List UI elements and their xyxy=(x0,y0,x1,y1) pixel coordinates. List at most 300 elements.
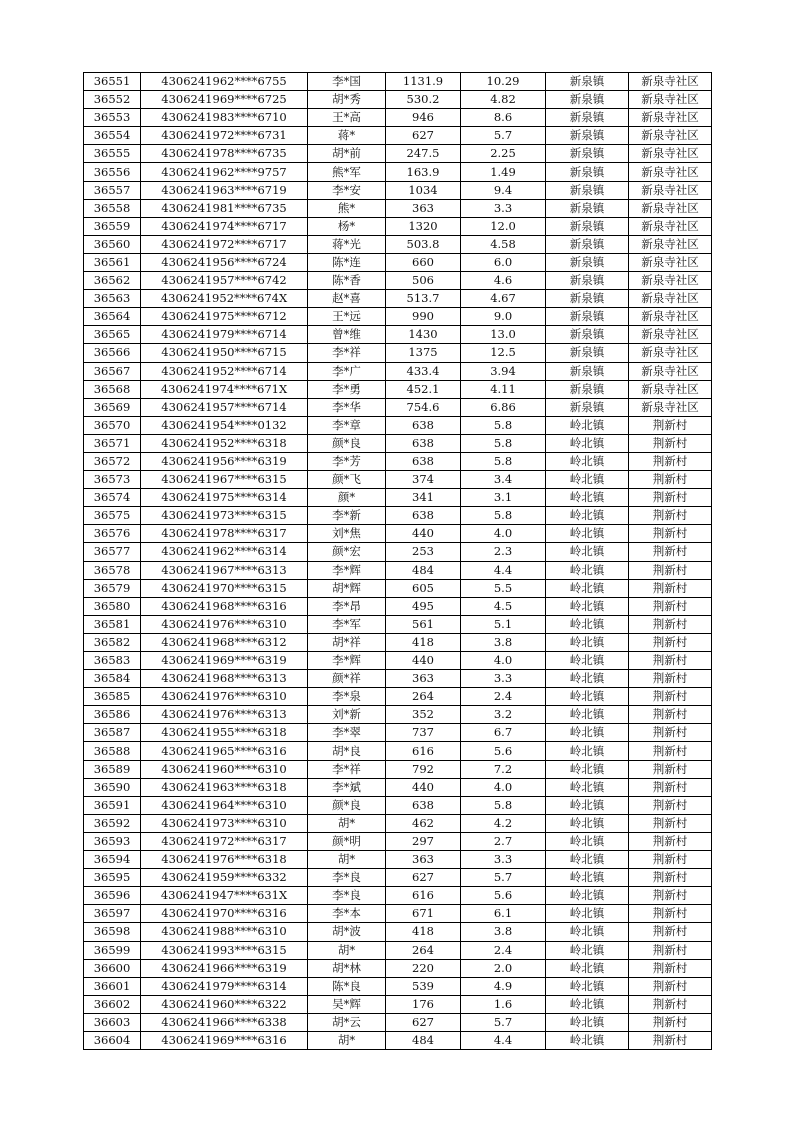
cell-id-number: 4306241952****6714 xyxy=(141,362,308,380)
cell-row-number: 36555 xyxy=(84,145,141,163)
cell-town: 岭北镇 xyxy=(546,489,629,507)
cell-person-name: 曾*维 xyxy=(308,326,386,344)
cell-person-name: 胡*林 xyxy=(308,959,386,977)
cell-person-name: 颜*良 xyxy=(308,434,386,452)
cell-community: 荆新村 xyxy=(629,742,712,760)
cell-person-name: 胡*祥 xyxy=(308,633,386,651)
cell-person-name: 李*广 xyxy=(308,362,386,380)
cell-amount: 247.5 xyxy=(386,145,461,163)
cell-person-name: 李*安 xyxy=(308,181,386,199)
cell-amount: 1320 xyxy=(386,217,461,235)
cell-town: 新泉镇 xyxy=(546,73,629,91)
cell-community: 荆新村 xyxy=(629,688,712,706)
table-row xyxy=(84,272,712,290)
cell-row-number: 36603 xyxy=(84,1013,141,1031)
cell-row-number: 36553 xyxy=(84,109,141,127)
cell-area: 10.29 xyxy=(461,73,546,91)
cell-amount: 484 xyxy=(386,561,461,579)
table-row xyxy=(84,941,712,959)
cell-person-name: 颜* xyxy=(308,489,386,507)
cell-amount: 990 xyxy=(386,308,461,326)
table-row xyxy=(84,199,712,217)
cell-area: 6.1 xyxy=(461,905,546,923)
table-row xyxy=(84,217,712,235)
cell-area: 5.8 xyxy=(461,416,546,434)
cell-id-number: 4306241963****6318 xyxy=(141,778,308,796)
cell-person-name: 刘*焦 xyxy=(308,525,386,543)
cell-town: 新泉镇 xyxy=(546,127,629,145)
cell-row-number: 36566 xyxy=(84,344,141,362)
cell-id-number: 4306241956****6724 xyxy=(141,253,308,271)
cell-id-number: 4306241970****6315 xyxy=(141,579,308,597)
cell-area: 5.7 xyxy=(461,1013,546,1031)
cell-person-name: 胡*良 xyxy=(308,742,386,760)
cell-id-number: 4306241959****6332 xyxy=(141,869,308,887)
cell-row-number: 36582 xyxy=(84,633,141,651)
cell-community: 荆新村 xyxy=(629,887,712,905)
cell-id-number: 4306241963****6719 xyxy=(141,181,308,199)
cell-area: 5.7 xyxy=(461,869,546,887)
cell-row-number: 36576 xyxy=(84,525,141,543)
cell-town: 岭北镇 xyxy=(546,525,629,543)
cell-community: 荆新村 xyxy=(629,923,712,941)
cell-area: 3.1 xyxy=(461,489,546,507)
table-row xyxy=(84,253,712,271)
table-row xyxy=(84,851,712,869)
table-row xyxy=(84,73,712,91)
cell-id-number: 4306241969****6725 xyxy=(141,91,308,109)
cell-amount: 297 xyxy=(386,832,461,850)
cell-town: 岭北镇 xyxy=(546,977,629,995)
cell-amount: 352 xyxy=(386,706,461,724)
cell-town: 新泉镇 xyxy=(546,199,629,217)
cell-id-number: 4306241974****671X xyxy=(141,380,308,398)
cell-amount: 418 xyxy=(386,923,461,941)
cell-person-name: 胡*波 xyxy=(308,923,386,941)
cell-amount: 638 xyxy=(386,434,461,452)
cell-amount: 539 xyxy=(386,977,461,995)
cell-area: 1.49 xyxy=(461,163,546,181)
cell-town: 岭北镇 xyxy=(546,670,629,688)
table-row xyxy=(84,543,712,561)
cell-town: 新泉镇 xyxy=(546,326,629,344)
cell-area: 5.6 xyxy=(461,887,546,905)
cell-town: 岭北镇 xyxy=(546,796,629,814)
cell-area: 5.8 xyxy=(461,434,546,452)
cell-person-name: 颜*明 xyxy=(308,832,386,850)
cell-id-number: 4306241957****6714 xyxy=(141,398,308,416)
cell-area: 3.3 xyxy=(461,670,546,688)
cell-row-number: 36574 xyxy=(84,489,141,507)
cell-id-number: 4306241983****6710 xyxy=(141,109,308,127)
cell-person-name: 陈*香 xyxy=(308,272,386,290)
cell-amount: 495 xyxy=(386,597,461,615)
cell-area: 5.8 xyxy=(461,452,546,470)
cell-town: 岭北镇 xyxy=(546,706,629,724)
cell-town: 岭北镇 xyxy=(546,995,629,1013)
cell-person-name: 胡* xyxy=(308,1031,386,1049)
cell-town: 新泉镇 xyxy=(546,398,629,416)
cell-id-number: 4306241976****6310 xyxy=(141,688,308,706)
cell-community: 新泉寺社区 xyxy=(629,217,712,235)
cell-town: 岭北镇 xyxy=(546,416,629,434)
cell-amount: 374 xyxy=(386,471,461,489)
cell-row-number: 36580 xyxy=(84,597,141,615)
cell-amount: 627 xyxy=(386,1013,461,1031)
cell-community: 荆新村 xyxy=(629,1013,712,1031)
cell-amount: 440 xyxy=(386,652,461,670)
cell-area: 5.8 xyxy=(461,507,546,525)
cell-town: 岭北镇 xyxy=(546,959,629,977)
table-row xyxy=(84,597,712,615)
cell-person-name: 王*远 xyxy=(308,308,386,326)
cell-community: 新泉寺社区 xyxy=(629,163,712,181)
cell-area: 4.9 xyxy=(461,977,546,995)
cell-id-number: 4306241972****6717 xyxy=(141,235,308,253)
cell-town: 岭北镇 xyxy=(546,760,629,778)
cell-town: 新泉镇 xyxy=(546,380,629,398)
cell-person-name: 李*昂 xyxy=(308,597,386,615)
cell-id-number: 4306241964****6310 xyxy=(141,796,308,814)
cell-area: 12.5 xyxy=(461,344,546,362)
cell-area: 3.94 xyxy=(461,362,546,380)
cell-row-number: 36579 xyxy=(84,579,141,597)
cell-person-name: 王*高 xyxy=(308,109,386,127)
table-row xyxy=(84,995,712,1013)
cell-row-number: 36573 xyxy=(84,471,141,489)
cell-id-number: 4306241952****674X xyxy=(141,290,308,308)
cell-community: 荆新村 xyxy=(629,995,712,1013)
cell-area: 5.7 xyxy=(461,127,546,145)
cell-amount: 754.6 xyxy=(386,398,461,416)
table-row xyxy=(84,380,712,398)
cell-community: 荆新村 xyxy=(629,434,712,452)
cell-area: 4.5 xyxy=(461,597,546,615)
cell-town: 岭北镇 xyxy=(546,688,629,706)
cell-area: 1.6 xyxy=(461,995,546,1013)
cell-row-number: 36596 xyxy=(84,887,141,905)
cell-town: 岭北镇 xyxy=(546,869,629,887)
cell-id-number: 4306241960****6310 xyxy=(141,760,308,778)
data-table xyxy=(83,72,712,1050)
cell-person-name: 李*本 xyxy=(308,905,386,923)
cell-id-number: 4306241975****6712 xyxy=(141,308,308,326)
cell-area: 4.67 xyxy=(461,290,546,308)
cell-community: 荆新村 xyxy=(629,851,712,869)
cell-town: 新泉镇 xyxy=(546,290,629,308)
table-row xyxy=(84,91,712,109)
cell-id-number: 4306241988****6310 xyxy=(141,923,308,941)
cell-person-name: 李*斌 xyxy=(308,778,386,796)
cell-town: 岭北镇 xyxy=(546,615,629,633)
table-row xyxy=(84,652,712,670)
cell-amount: 462 xyxy=(386,814,461,832)
cell-person-name: 李*芳 xyxy=(308,452,386,470)
cell-person-name: 刘*新 xyxy=(308,706,386,724)
cell-town: 岭北镇 xyxy=(546,579,629,597)
cell-community: 新泉寺社区 xyxy=(629,145,712,163)
cell-area: 3.3 xyxy=(461,851,546,869)
cell-row-number: 36568 xyxy=(84,380,141,398)
table-row xyxy=(84,633,712,651)
cell-row-number: 36564 xyxy=(84,308,141,326)
cell-town: 岭北镇 xyxy=(546,832,629,850)
cell-id-number: 4306241967****6315 xyxy=(141,471,308,489)
table-row xyxy=(84,742,712,760)
cell-town: 岭北镇 xyxy=(546,1013,629,1031)
cell-id-number: 4306241974****6717 xyxy=(141,217,308,235)
cell-id-number: 4306241967****6313 xyxy=(141,561,308,579)
cell-community: 荆新村 xyxy=(629,959,712,977)
cell-amount: 792 xyxy=(386,760,461,778)
cell-community: 荆新村 xyxy=(629,814,712,832)
table-row xyxy=(84,905,712,923)
cell-town: 岭北镇 xyxy=(546,905,629,923)
cell-row-number: 36563 xyxy=(84,290,141,308)
cell-id-number: 4306241968****6312 xyxy=(141,633,308,651)
cell-row-number: 36562 xyxy=(84,272,141,290)
cell-community: 新泉寺社区 xyxy=(629,199,712,217)
table-row xyxy=(84,235,712,253)
cell-community: 荆新村 xyxy=(629,706,712,724)
cell-row-number: 36572 xyxy=(84,452,141,470)
cell-row-number: 36604 xyxy=(84,1031,141,1049)
cell-row-number: 36551 xyxy=(84,73,141,91)
cell-row-number: 36575 xyxy=(84,507,141,525)
cell-id-number: 4306241962****6314 xyxy=(141,543,308,561)
cell-person-name: 颜*祥 xyxy=(308,670,386,688)
cell-person-name: 颜*宏 xyxy=(308,543,386,561)
cell-community: 新泉寺社区 xyxy=(629,272,712,290)
table-row xyxy=(84,977,712,995)
cell-area: 2.3 xyxy=(461,543,546,561)
table-row xyxy=(84,471,712,489)
cell-area: 4.0 xyxy=(461,525,546,543)
cell-row-number: 36552 xyxy=(84,91,141,109)
cell-amount: 737 xyxy=(386,724,461,742)
cell-id-number: 4306241972****6731 xyxy=(141,127,308,145)
cell-row-number: 36577 xyxy=(84,543,141,561)
cell-row-number: 36601 xyxy=(84,977,141,995)
cell-row-number: 36560 xyxy=(84,235,141,253)
cell-row-number: 36558 xyxy=(84,199,141,217)
cell-row-number: 36593 xyxy=(84,832,141,850)
cell-area: 2.7 xyxy=(461,832,546,850)
cell-community: 新泉寺社区 xyxy=(629,308,712,326)
cell-id-number: 4306241978****6317 xyxy=(141,525,308,543)
cell-id-number: 4306241962****9757 xyxy=(141,163,308,181)
cell-id-number: 4306241993****6315 xyxy=(141,941,308,959)
cell-town: 岭北镇 xyxy=(546,597,629,615)
cell-community: 新泉寺社区 xyxy=(629,181,712,199)
cell-person-name: 李*新 xyxy=(308,507,386,525)
table-row xyxy=(84,127,712,145)
cell-town: 岭北镇 xyxy=(546,434,629,452)
cell-id-number: 4306241955****6318 xyxy=(141,724,308,742)
cell-area: 3.4 xyxy=(461,471,546,489)
cell-row-number: 36556 xyxy=(84,163,141,181)
cell-town: 新泉镇 xyxy=(546,362,629,380)
cell-row-number: 36597 xyxy=(84,905,141,923)
cell-row-number: 36602 xyxy=(84,995,141,1013)
cell-person-name: 李*良 xyxy=(308,887,386,905)
cell-person-name: 陈*连 xyxy=(308,253,386,271)
cell-row-number: 36571 xyxy=(84,434,141,452)
table-row xyxy=(84,760,712,778)
table-row xyxy=(84,814,712,832)
cell-amount: 341 xyxy=(386,489,461,507)
table-row xyxy=(84,724,712,742)
cell-area: 9.0 xyxy=(461,308,546,326)
cell-amount: 176 xyxy=(386,995,461,1013)
cell-community: 新泉寺社区 xyxy=(629,344,712,362)
cell-town: 新泉镇 xyxy=(546,109,629,127)
cell-row-number: 36592 xyxy=(84,814,141,832)
cell-town: 岭北镇 xyxy=(546,851,629,869)
cell-amount: 1375 xyxy=(386,344,461,362)
cell-row-number: 36600 xyxy=(84,959,141,977)
cell-community: 新泉寺社区 xyxy=(629,235,712,253)
cell-town: 岭北镇 xyxy=(546,633,629,651)
cell-area: 4.58 xyxy=(461,235,546,253)
cell-town: 新泉镇 xyxy=(546,91,629,109)
cell-community: 新泉寺社区 xyxy=(629,91,712,109)
cell-id-number: 4306241969****6319 xyxy=(141,652,308,670)
cell-row-number: 36569 xyxy=(84,398,141,416)
cell-amount: 433.4 xyxy=(386,362,461,380)
cell-community: 荆新村 xyxy=(629,471,712,489)
cell-town: 岭北镇 xyxy=(546,742,629,760)
cell-town: 岭北镇 xyxy=(546,1031,629,1049)
cell-area: 9.4 xyxy=(461,181,546,199)
cell-amount: 605 xyxy=(386,579,461,597)
cell-row-number: 36565 xyxy=(84,326,141,344)
cell-person-name: 李*国 xyxy=(308,73,386,91)
cell-person-name: 颜*良 xyxy=(308,796,386,814)
cell-area: 4.0 xyxy=(461,652,546,670)
table-row xyxy=(84,434,712,452)
cell-community: 荆新村 xyxy=(629,869,712,887)
cell-id-number: 4306241970****6316 xyxy=(141,905,308,923)
cell-town: 新泉镇 xyxy=(546,163,629,181)
cell-id-number: 4306241976****6313 xyxy=(141,706,308,724)
cell-person-name: 蒋*光 xyxy=(308,235,386,253)
cell-id-number: 4306241973****6315 xyxy=(141,507,308,525)
cell-row-number: 36591 xyxy=(84,796,141,814)
cell-id-number: 4306241979****6314 xyxy=(141,977,308,995)
cell-amount: 1131.9 xyxy=(386,73,461,91)
cell-amount: 264 xyxy=(386,688,461,706)
cell-area: 5.6 xyxy=(461,742,546,760)
cell-town: 岭北镇 xyxy=(546,941,629,959)
cell-amount: 627 xyxy=(386,869,461,887)
cell-community: 新泉寺社区 xyxy=(629,73,712,91)
cell-row-number: 36587 xyxy=(84,724,141,742)
cell-area: 4.6 xyxy=(461,272,546,290)
cell-community: 荆新村 xyxy=(629,778,712,796)
cell-town: 岭北镇 xyxy=(546,887,629,905)
cell-id-number: 4306241976****6310 xyxy=(141,615,308,633)
cell-town: 新泉镇 xyxy=(546,308,629,326)
cell-row-number: 36559 xyxy=(84,217,141,235)
cell-amount: 1430 xyxy=(386,326,461,344)
cell-area: 12.0 xyxy=(461,217,546,235)
cell-id-number: 4306241952****6318 xyxy=(141,434,308,452)
table-row xyxy=(84,869,712,887)
cell-town: 新泉镇 xyxy=(546,181,629,199)
cell-community: 荆新村 xyxy=(629,561,712,579)
table-row xyxy=(84,398,712,416)
cell-community: 荆新村 xyxy=(629,724,712,742)
cell-row-number: 36581 xyxy=(84,615,141,633)
cell-community: 新泉寺社区 xyxy=(629,290,712,308)
cell-amount: 638 xyxy=(386,416,461,434)
cell-community: 新泉寺社区 xyxy=(629,398,712,416)
cell-area: 5.8 xyxy=(461,796,546,814)
cell-amount: 660 xyxy=(386,253,461,271)
cell-person-name: 李*军 xyxy=(308,615,386,633)
cell-community: 荆新村 xyxy=(629,452,712,470)
cell-community: 新泉寺社区 xyxy=(629,380,712,398)
cell-row-number: 36594 xyxy=(84,851,141,869)
cell-id-number: 4306241968****6316 xyxy=(141,597,308,615)
cell-person-name: 胡*秀 xyxy=(308,91,386,109)
table-row xyxy=(84,923,712,941)
table-row xyxy=(84,670,712,688)
cell-amount: 220 xyxy=(386,959,461,977)
cell-amount: 638 xyxy=(386,796,461,814)
cell-community: 荆新村 xyxy=(629,1031,712,1049)
cell-amount: 264 xyxy=(386,941,461,959)
cell-town: 岭北镇 xyxy=(546,561,629,579)
cell-id-number: 4306241981****6735 xyxy=(141,199,308,217)
cell-row-number: 36584 xyxy=(84,670,141,688)
table-row xyxy=(84,579,712,597)
cell-person-name: 李*祥 xyxy=(308,344,386,362)
cell-amount: 484 xyxy=(386,1031,461,1049)
cell-amount: 418 xyxy=(386,633,461,651)
cell-town: 岭北镇 xyxy=(546,814,629,832)
cell-community: 荆新村 xyxy=(629,489,712,507)
cell-person-name: 赵*喜 xyxy=(308,290,386,308)
cell-row-number: 36598 xyxy=(84,923,141,941)
cell-person-name: 杨* xyxy=(308,217,386,235)
cell-area: 4.4 xyxy=(461,1031,546,1049)
cell-area: 8.6 xyxy=(461,109,546,127)
cell-amount: 506 xyxy=(386,272,461,290)
cell-community: 荆新村 xyxy=(629,633,712,651)
cell-amount: 638 xyxy=(386,452,461,470)
cell-area: 2.25 xyxy=(461,145,546,163)
cell-community: 荆新村 xyxy=(629,977,712,995)
cell-id-number: 4306241962****6755 xyxy=(141,73,308,91)
cell-amount: 616 xyxy=(386,887,461,905)
cell-id-number: 4306241954****0132 xyxy=(141,416,308,434)
cell-id-number: 4306241966****6338 xyxy=(141,1013,308,1031)
cell-community: 荆新村 xyxy=(629,416,712,434)
cell-amount: 440 xyxy=(386,525,461,543)
cell-area: 5.5 xyxy=(461,579,546,597)
cell-amount: 561 xyxy=(386,615,461,633)
cell-town: 新泉镇 xyxy=(546,145,629,163)
cell-id-number: 4306241957****6742 xyxy=(141,272,308,290)
cell-area: 3.8 xyxy=(461,633,546,651)
cell-person-name: 胡*云 xyxy=(308,1013,386,1031)
cell-town: 岭北镇 xyxy=(546,724,629,742)
cell-row-number: 36583 xyxy=(84,652,141,670)
table-row xyxy=(84,344,712,362)
cell-person-name: 李*良 xyxy=(308,869,386,887)
